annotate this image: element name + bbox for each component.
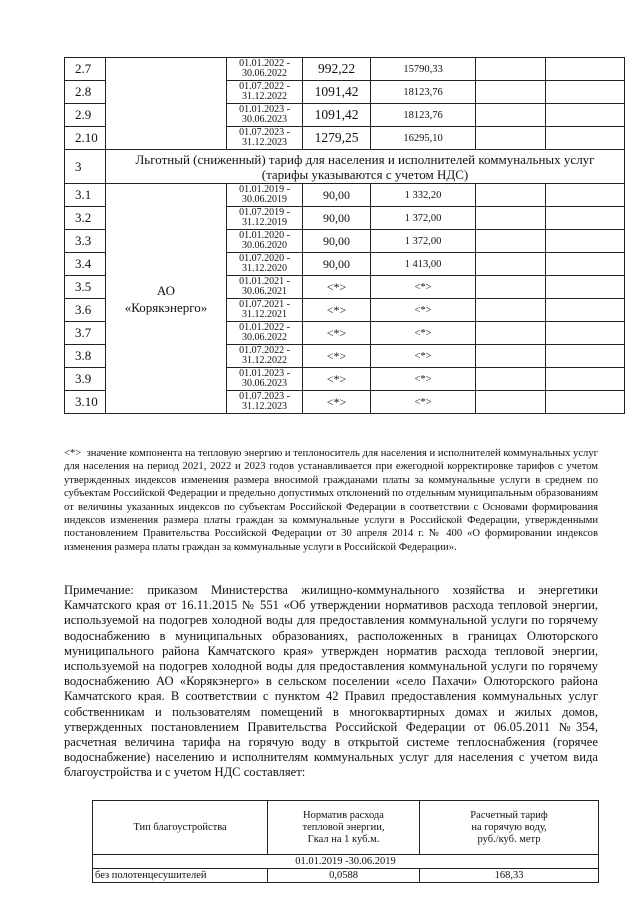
period-cell — [227, 81, 303, 104]
norm-header-norm: Норматив расхода тепловой энергии, Гкал на 1 куб.м. — [268, 801, 420, 855]
value-cell: 1091,42 — [303, 104, 371, 127]
row-number: 3.5 — [65, 276, 106, 299]
norm-row-tariff: 168,33 — [420, 869, 599, 883]
period-line: 01.07.2021 - — [239, 299, 290, 310]
section-title-line: Льготный (сниженный) тариф для населения и исполнителей коммунальных услуг — [135, 151, 595, 167]
period-line: 01.07.2022 - — [239, 345, 290, 356]
empty-cell — [546, 368, 625, 391]
norm-table-period-row — [93, 855, 599, 869]
row-number: 3.8 — [65, 345, 106, 368]
value-cell: <*> — [303, 322, 371, 345]
empty-cell — [546, 184, 625, 207]
empty-cell — [476, 207, 546, 230]
empty-cell — [476, 391, 546, 414]
value-cell: <*> — [303, 276, 371, 299]
empty-cell — [476, 230, 546, 253]
row-number: 2.7 — [65, 58, 106, 81]
footnote-mark: <*> — [64, 448, 82, 459]
value-cell: <*> — [303, 368, 371, 391]
empty-cell — [476, 184, 546, 207]
value-cell: 90,00 — [303, 207, 371, 230]
row-number: 3.2 — [65, 207, 106, 230]
period-cell — [227, 322, 303, 345]
row-number: 3.9 — [65, 368, 106, 391]
period-cell — [227, 391, 303, 414]
org-name-cell — [106, 184, 227, 414]
period-line: 01.01.2020 - — [239, 230, 290, 241]
value-cell: <*> — [371, 276, 476, 299]
period-line: 01.01.2023 - — [239, 104, 290, 115]
empty-cell — [546, 345, 625, 368]
empty-cell — [546, 207, 625, 230]
row-number: 3.4 — [65, 253, 106, 276]
value-cell: <*> — [371, 368, 476, 391]
value-cell: 18123,76 — [371, 81, 476, 104]
period-cell — [227, 276, 303, 299]
empty-cell — [476, 276, 546, 299]
period-line: 01.01.2022 - — [239, 322, 290, 333]
empty-cell — [476, 104, 546, 127]
norm-row-norm: 0,0588 — [268, 869, 420, 883]
table-row — [65, 58, 625, 81]
tariff-table-body — [65, 58, 625, 414]
row-number: 3.3 — [65, 230, 106, 253]
value-cell: <*> — [371, 391, 476, 414]
row-number: 2.8 — [65, 81, 106, 104]
period-line: 01.07.2023 - — [239, 391, 290, 402]
value-cell: 1279,25 — [303, 127, 371, 150]
table-row — [65, 184, 625, 207]
value-cell: 18123,76 — [371, 104, 476, 127]
empty-cell — [546, 276, 625, 299]
value-cell: 90,00 — [303, 184, 371, 207]
period-line: 30.06.2023 — [242, 378, 287, 389]
norm-header-type: Тип благоустройства — [93, 801, 268, 855]
empty-cell — [546, 253, 625, 276]
period-line: 31.12.2023 — [242, 401, 287, 412]
norm-table-header — [93, 801, 599, 855]
footnote — [64, 447, 598, 554]
period-line: 01.01.2019 - — [239, 184, 290, 195]
norm-table — [92, 800, 599, 883]
period-line: 30.06.2022 — [242, 332, 287, 343]
period-line: 30.06.2022 — [242, 68, 287, 79]
value-cell: <*> — [303, 345, 371, 368]
period-cell — [227, 127, 303, 150]
value-cell: 16295,10 — [371, 127, 476, 150]
period-line: 01.01.2021 - — [239, 276, 290, 287]
value-cell: 1 332,20 — [371, 184, 476, 207]
value-cell: 992,22 — [303, 58, 371, 81]
org-name-line: «Корякэнерго» — [124, 299, 208, 315]
period-line: 31.12.2023 — [242, 137, 287, 148]
period-cell — [227, 299, 303, 322]
period-line: 31.12.2022 — [242, 355, 287, 366]
period-cell — [227, 345, 303, 368]
empty-cell — [476, 253, 546, 276]
period-line: 01.01.2022 - — [239, 58, 290, 69]
value-cell: 15790,33 — [371, 58, 476, 81]
period-line: 31.12.2020 — [242, 263, 287, 274]
row-number: 3.6 — [65, 299, 106, 322]
period-line: 01.07.2022 - — [239, 81, 290, 92]
row-number: 2.10 — [65, 127, 106, 150]
value-cell: 1091,42 — [303, 81, 371, 104]
period-cell — [227, 253, 303, 276]
norm-table-row — [93, 869, 599, 883]
empty-cell — [476, 58, 546, 81]
period-line: 01.01.2023 - — [239, 368, 290, 379]
section-title-cell — [106, 150, 625, 184]
period-cell — [227, 104, 303, 127]
row-number: 2.9 — [65, 104, 106, 127]
value-cell: 90,00 — [303, 253, 371, 276]
period-cell — [227, 207, 303, 230]
section-header-row — [65, 150, 625, 184]
empty-cell — [546, 104, 625, 127]
period-line: 30.06.2019 — [242, 194, 287, 205]
period-line: 31.12.2022 — [242, 91, 287, 102]
value-cell: <*> — [371, 299, 476, 322]
org-name-line: АО — [156, 282, 176, 298]
empty-cell — [546, 81, 625, 104]
period-line: 01.07.2020 - — [239, 253, 290, 264]
value-cell: 90,00 — [303, 230, 371, 253]
empty-cell — [546, 322, 625, 345]
row-number: 3.1 — [65, 184, 106, 207]
period-cell — [227, 184, 303, 207]
empty-cell — [476, 127, 546, 150]
period-line: 31.12.2019 — [242, 217, 287, 228]
period-line: 31.12.2021 — [242, 309, 287, 320]
org-name-cell — [106, 58, 227, 150]
empty-cell — [546, 230, 625, 253]
row-number: 3.7 — [65, 322, 106, 345]
norm-row-type: без полотенцесушителей — [93, 869, 268, 883]
section-title-line: (тарифы указываются с учетом НДС) — [261, 166, 469, 182]
period-line: 01.07.2019 - — [239, 207, 290, 218]
value-cell: <*> — [371, 322, 476, 345]
norm-period: 01.01.2019 -30.06.2019 — [93, 855, 599, 869]
row-number: 3.10 — [65, 391, 106, 414]
norm-header-tariff: Расчетный тариф на горячую воду, руб./куб. метр — [420, 801, 599, 855]
value-cell: <*> — [303, 391, 371, 414]
empty-cell — [546, 127, 625, 150]
empty-cell — [476, 322, 546, 345]
period-line: 30.06.2021 — [242, 286, 287, 297]
empty-cell — [476, 368, 546, 391]
value-cell: <*> — [371, 345, 476, 368]
value-cell: 1 413,00 — [371, 253, 476, 276]
empty-cell — [476, 299, 546, 322]
value-cell: <*> — [303, 299, 371, 322]
period-line: 30.06.2020 — [242, 240, 287, 251]
period-line: 30.06.2023 — [242, 114, 287, 125]
empty-cell — [546, 58, 625, 81]
period-cell — [227, 58, 303, 81]
note-paragraph: Примечание: приказом Министерства жилищно-коммунального хозяйства и энергетики Камчатского края от 16.11.2015 № 551 «Об утверждении нормативов расхода тепловой энергии, используемой на подогрев холодной воды для предоставления коммунальной услуги по горячему водоснабжению в муниципальных образованиях, расположенных в границах Олюторского муниципального района Камчатского края» утвержден норматив расхода тепловой энергии, используемой на подогрев холодной воды для предоставления коммунальной услуги по горячему водоснабжению АО «Корякэнерго» в сельском поселении «село Пахачи» Олюторского района Камчатского края. В соответствии с пунктом 42 Правил предоставления коммунальных услуг собственникам и пользователям помещений в многоквартирных домах и жилых домов, утвержденных постановлением Правительства Российской Федерации от 06.05.2011 №354, расчетная величина тарифа на горячую воду в открытой системе теплоснабжения (горячее водоснабжение) населению и исполнителям коммунальных услуг для населения с учетом вида благоустройства и с учетом НДС составляет: — [64, 583, 598, 780]
empty-cell — [546, 299, 625, 322]
period-cell — [227, 368, 303, 391]
value-cell: 1 372,00 — [371, 207, 476, 230]
empty-cell — [546, 391, 625, 414]
period-line: 01.07.2023 - — [239, 127, 290, 138]
empty-cell — [476, 345, 546, 368]
tariff-table — [64, 57, 625, 414]
row-number: 3 — [65, 150, 106, 184]
period-cell — [227, 230, 303, 253]
value-cell: 1 372,00 — [371, 230, 476, 253]
empty-cell — [476, 81, 546, 104]
footnote-text: значение компонента на тепловую энергию и теплоноситель для населения и исполнителей коммунальных услуг для населения на период 2021, 2022 и 2023 годов устанавливается при ежегодной корректировке тарифов с учетом утвержденных индексов изменения размера вносимой гражданами платы за коммунальные услуги в среднем по субъектам Российской Федерации и предельно допустимых отклонений по отдельным муниципальным образованиям от величины указанных индексов по субъектам Российской Федерации в соответствии с Основами формирования индексов изменения размера платы граждан за коммунальные услуги в Российской Федерации, утвержденными постановлением Правительства Российской Федерации от 30 апреля 2014 г. № 400 «О формировании индексов изменения размера платы граждан за коммунальные услуги в Российской Федерации». — [64, 448, 598, 553]
